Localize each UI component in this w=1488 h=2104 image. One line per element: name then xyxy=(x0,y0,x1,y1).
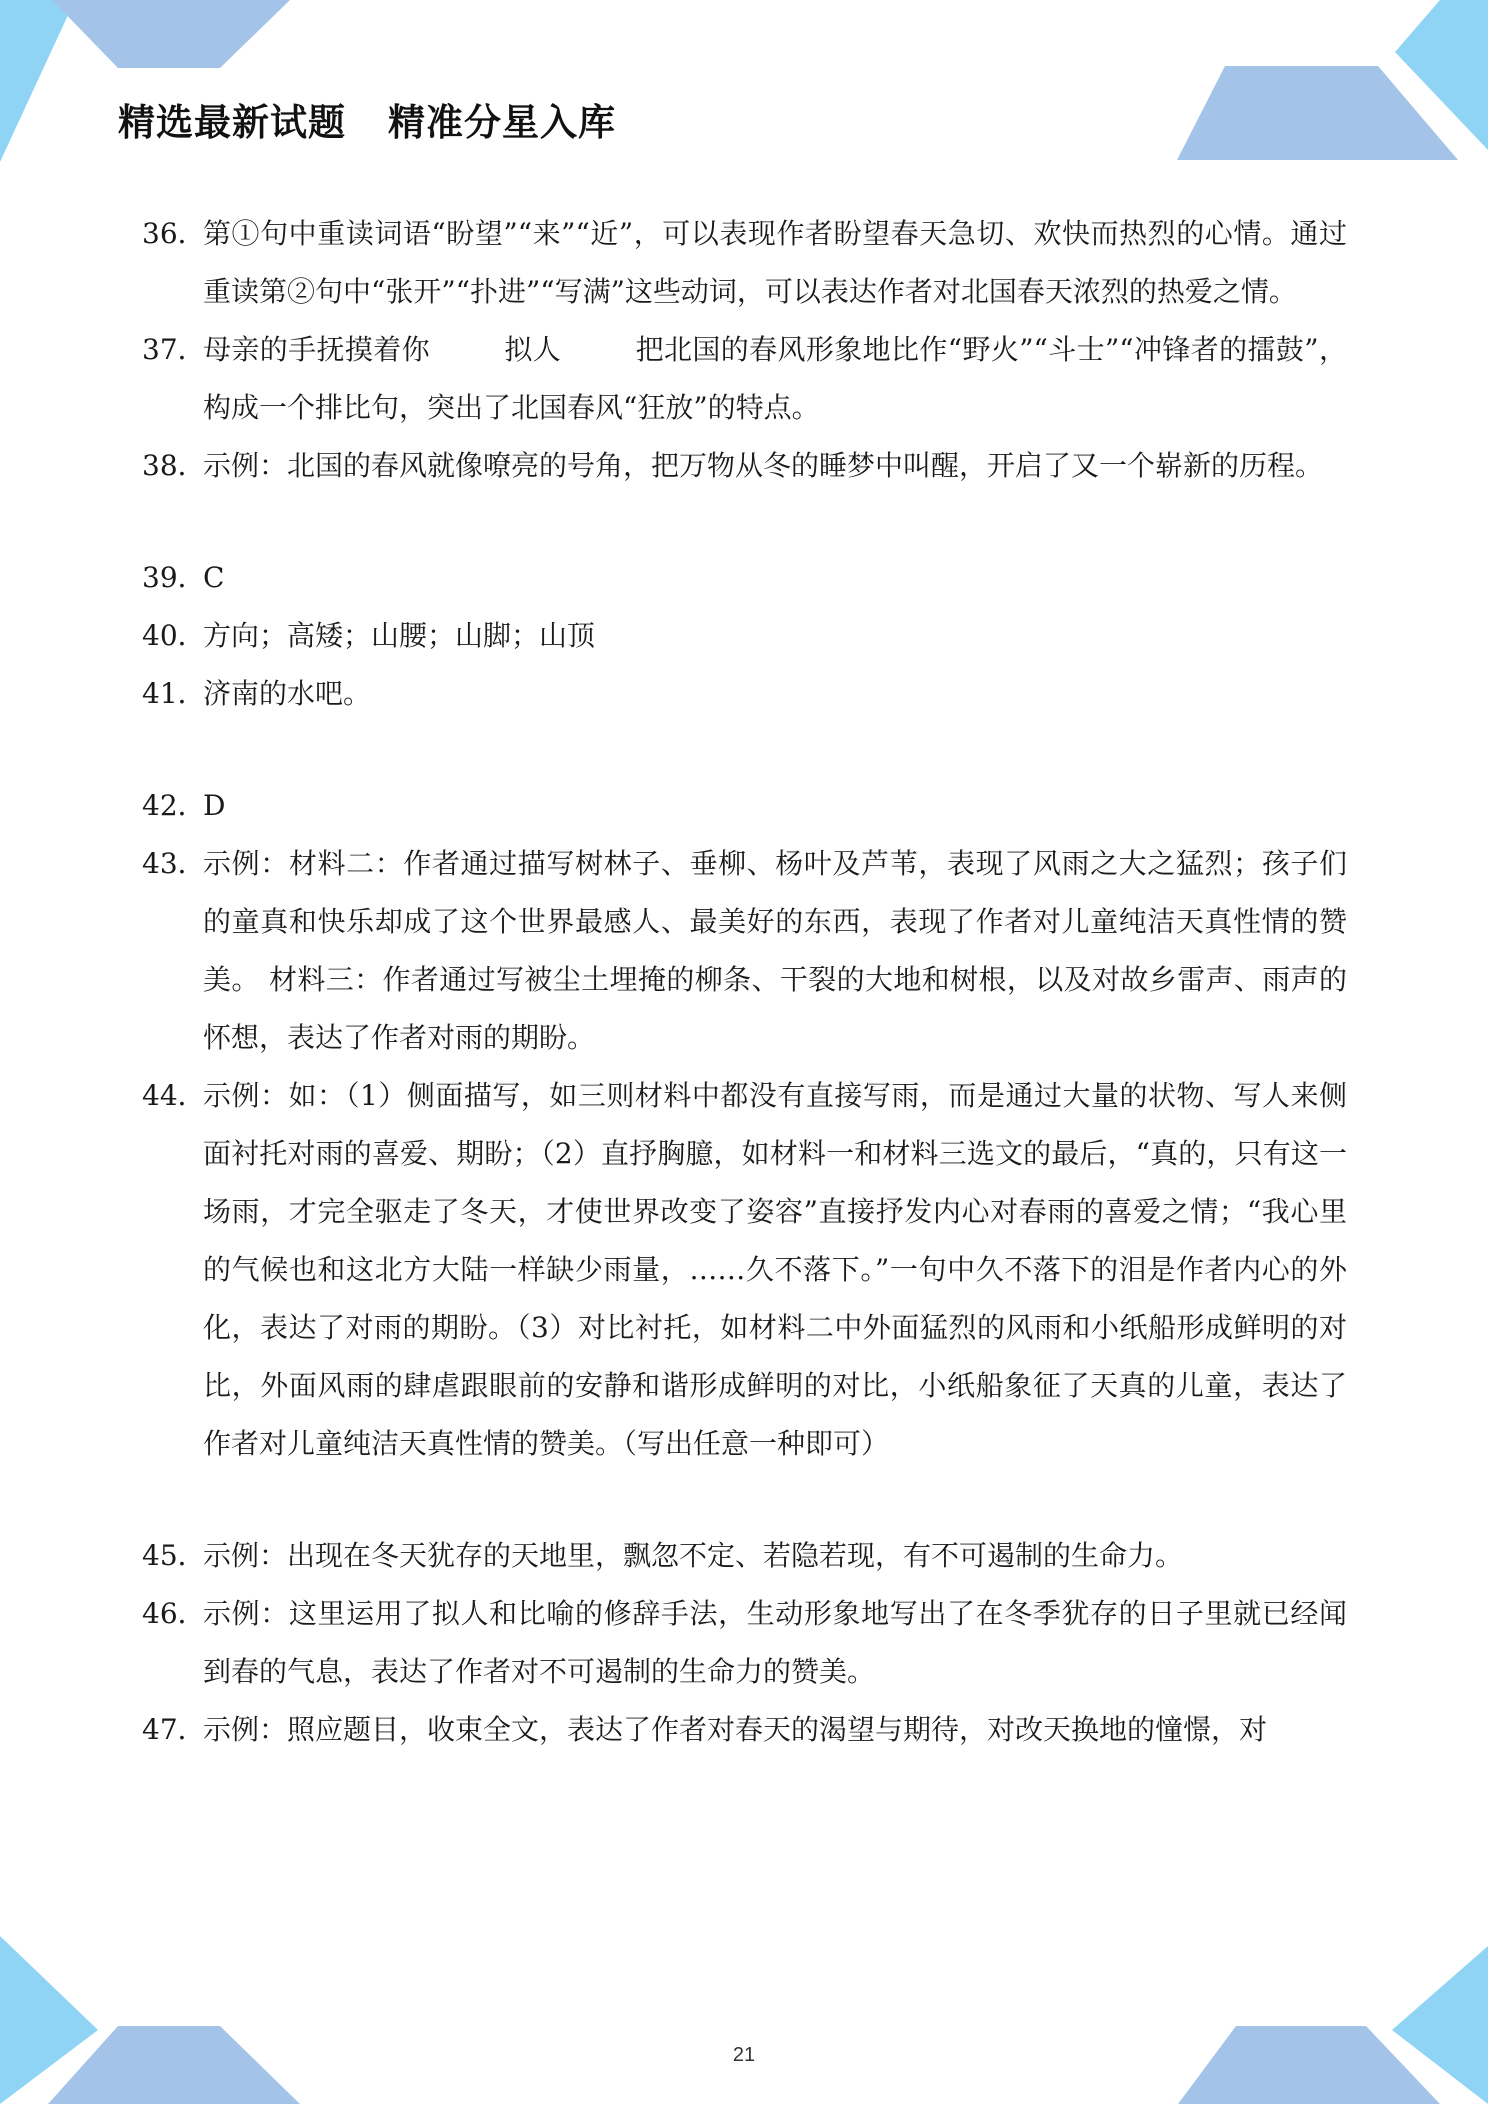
answer-42 xyxy=(142,777,1347,835)
answer-39 xyxy=(142,549,1347,607)
answer-number: 42． xyxy=(142,789,206,822)
answer-40 xyxy=(142,607,1347,665)
answer-41 xyxy=(142,665,1347,723)
answer-text: 示例：材料二：作者通过描写树林子、垂柳、杨叶及芦苇，表现了风雨之大之猛烈；孩子们的童真和快乐却成了这个世界最感人、最美好的东西，表现了作者对儿童纯洁天真性情的赞美。 材料三：作者通过写被尘土埋掩的柳条、干裂的大地和树根，以及对故乡雷声、雨声的怀想，表达了作者对雨的期盼。 xyxy=(203,847,1347,1054)
answer-text: 济南的水吧。 xyxy=(203,677,372,710)
answer-text: D xyxy=(203,789,226,822)
answer-text-part2: 拟人 xyxy=(504,333,562,366)
answer-text: 方向；高矮；山腰；山脚；山顶 xyxy=(203,619,596,652)
answer-43 xyxy=(142,835,1347,1067)
answer-text: 示例：照应题目，收束全文，表达了作者对春天的渴望与期待，对改天换地的憧憬，对 xyxy=(203,1713,1268,1746)
header-title-part2: 精准分星入库 xyxy=(388,101,616,144)
answer-38 xyxy=(142,437,1347,495)
answer-number: 43． xyxy=(142,847,206,880)
answer-number: 47． xyxy=(142,1713,206,1746)
answer-47 xyxy=(142,1701,1347,1759)
answer-number: 39． xyxy=(142,561,206,594)
page-header-title xyxy=(118,92,616,146)
corner-trapezoid-top-left xyxy=(52,0,290,68)
page-number: 21 xyxy=(732,2044,756,2066)
answer-number: 37． xyxy=(142,333,206,366)
answer-list xyxy=(142,205,1347,1759)
answer-37 xyxy=(142,321,1347,437)
answer-number: 45． xyxy=(142,1539,206,1572)
answer-45 xyxy=(142,1527,1347,1585)
answer-44 xyxy=(142,1067,1347,1473)
answer-text: 示例：北国的春风就像嘹亮的号角，把万物从冬的睡梦中叫醒，开启了又一个崭新的历程。 xyxy=(203,449,1324,482)
answer-text: 示例：这里运用了拟人和比喻的修辞手法，生动形象地写出了在冬季犹存的日子里就已经闻到春的气息，表达了作者对不可遏制的生命力的赞美。 xyxy=(203,1597,1347,1688)
answer-text-part1: 母亲的手抚摸着你 xyxy=(203,333,431,366)
answer-text: C xyxy=(203,561,225,594)
corner-trapezoid-top-right xyxy=(1177,66,1458,160)
answer-text-part3: 把北国的春风形象地比作“野火”“斗士”“冲锋者的擂鼓”，构成一个排比句，突出了北国春风“狂放”的特点。 xyxy=(203,333,1347,424)
answer-text: 示例：如：（1）侧面描写，如三则材料中都没有直接写雨，而是通过大量的状物、写人来侧面衬托对雨的喜爱、期盼；（2）直抒胸臆，如材料一和材料三选文的最后，“真的，只有这一场雨，才完全驱走了冬天，才使世界改变了姿容”直接抒发内心对春雨的喜爱之情；“我心里的气候也和这北方大陆一样缺少雨量，……久不落下。”一句中久不落下的泪是作者内心的外化，表达了对雨的期盼。（3）对比衬托，如材料二中外面猛烈的风雨和小纸船形成鲜明的对比，外面风雨的肆虐跟眼前的安静和谐形成鲜明的对比，小纸船象征了天真的儿童，表达了作者对儿童纯洁天真性情的赞美。（写出任意一种即可） xyxy=(203,1079,1347,1460)
answer-text: 第①句中重读词语“盼望”“来”“近”，可以表现作者盼望春天急切、欢快而热烈的心情。通过重读第②句中“张开”“扑进”“写满”这些动词，可以表达作者对北国春天浓烈的热爱之情。 xyxy=(203,217,1347,308)
header-title-part1: 精选最新试题 xyxy=(118,101,346,144)
corner-triangle-top-left xyxy=(0,0,75,162)
answer-number: 40． xyxy=(142,619,206,652)
answer-46 xyxy=(142,1585,1347,1701)
answer-number: 44． xyxy=(142,1079,206,1112)
answer-36 xyxy=(142,205,1347,321)
answer-text: 示例：出现在冬天犹存的天地里，飘忽不定、若隐若现，有不可遏制的生命力。 xyxy=(203,1539,1184,1572)
answer-number: 38． xyxy=(142,449,206,482)
answer-number: 36． xyxy=(142,217,206,250)
answer-number: 46． xyxy=(142,1597,206,1630)
answer-number: 41． xyxy=(142,677,206,710)
